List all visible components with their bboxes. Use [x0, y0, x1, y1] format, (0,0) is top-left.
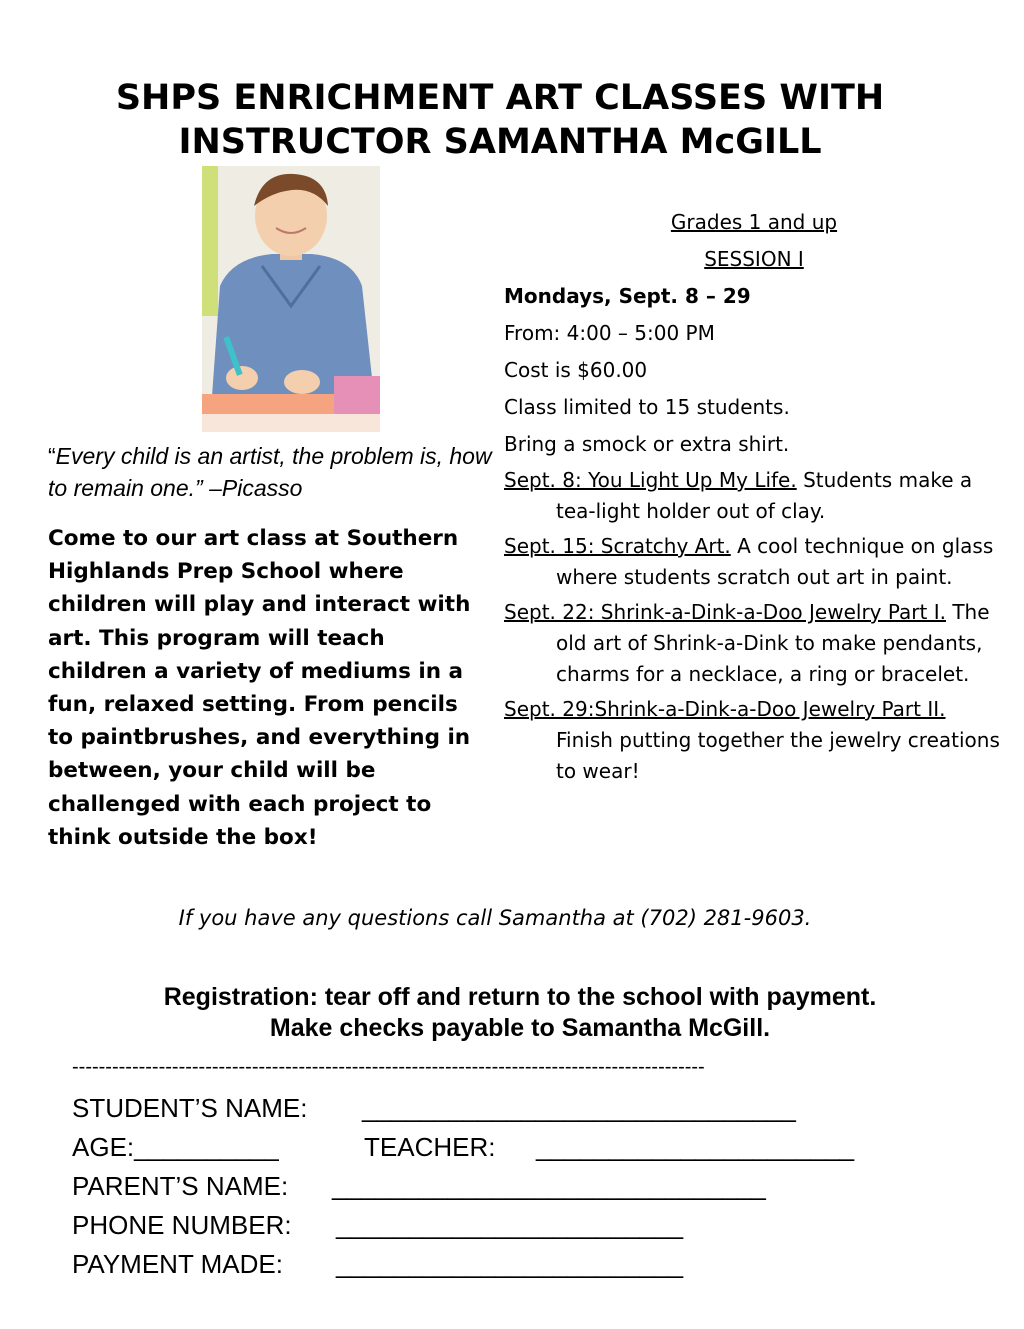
quote-text: Every child is an artist, the problem is, how to remain one.” –Picasso — [48, 443, 492, 501]
class-entry-desc: The old art of Shrink-a-Dink to make pendants, charms for a necklace, a ring or bracelet. — [556, 600, 990, 686]
session-limit: Class limited to 15 students. — [504, 395, 790, 419]
class-entry-desc: A cool technique on glass where students scratch out art in paint. — [556, 534, 994, 589]
quote-open-mark: “ — [48, 443, 56, 469]
class-entry — [504, 531, 1004, 593]
title-line-2: INSTRUCTOR SAMANTHA McGILL — [178, 122, 822, 162]
registration-form — [72, 1089, 972, 1284]
class-entry — [504, 597, 1004, 690]
picasso-quote — [48, 440, 498, 504]
form-row-phone — [72, 1206, 972, 1245]
child-painting-photo — [202, 166, 380, 432]
class-entry — [504, 465, 1004, 527]
form-row-parent — [72, 1167, 972, 1206]
class-entry-title: Sept. 22: Shrink-a-Dink-a-Doo Jewelry Part I. — [504, 600, 946, 624]
parent-name-label: PARENT’S NAME: — [72, 1171, 289, 1201]
session-heading: SESSION I — [704, 247, 804, 271]
form-row-student — [72, 1089, 972, 1128]
class-entry-desc: Students make a tea-light holder out of clay. — [556, 468, 973, 523]
class-entry — [504, 694, 1004, 787]
teacher-label: TEACHER: — [364, 1132, 496, 1162]
payment-made-label: PAYMENT MADE: — [72, 1249, 283, 1279]
registration-instructions — [40, 982, 1000, 1044]
phone-number-label: PHONE NUMBER: — [72, 1210, 292, 1240]
session-details — [504, 204, 1004, 791]
parent-name-field[interactable]: ______________________________ — [332, 1171, 766, 1201]
student-name-field[interactable]: ______________________________ — [362, 1093, 796, 1123]
session-time: From: 4:00 – 5:00 PM — [504, 321, 715, 345]
tear-off-line: ----------------------------------------------------------------------------------------------- — [72, 1056, 705, 1078]
registration-line-1: Registration: tear off and return to the school with payment. — [163, 983, 877, 1011]
student-name-label: STUDENT’S NAME: — [72, 1093, 308, 1123]
registration-line-2: Make checks payable to Samantha McGill. — [269, 1014, 771, 1042]
contact-line: If you have any questions call Samantha at (702) 281-9603. — [178, 906, 812, 930]
payment-made-field[interactable]: ________________________ — [336, 1249, 684, 1279]
child-painting-illustration — [202, 166, 380, 432]
class-entry-title: Sept. 8: You Light Up My Life. — [504, 468, 797, 492]
session-bring: Bring a smock or extra shirt. — [504, 432, 790, 456]
form-row-payment — [72, 1245, 972, 1284]
class-entry-title: Sept. 15: Scratchy Art. — [504, 534, 731, 558]
page-title — [60, 76, 940, 164]
phone-number-field[interactable]: ________________________ — [336, 1210, 684, 1240]
grades-heading: Grades 1 and up — [670, 210, 838, 234]
title-line-1: SHPS ENRICHMENT ART CLASSES WITH — [115, 78, 885, 118]
session-days: Mondays, Sept. 8 – 29 — [504, 284, 751, 308]
class-entry-title: Sept. 29:Shrink-a-Dink-a-Doo Jewelry Part II. — [504, 697, 946, 721]
class-entry-desc: Finish putting together the jewelry creations to wear! — [556, 728, 1000, 783]
intro-paragraph: Come to our art class at Southern Highlands Prep School where children will play and interact with art. This program will teach children a variety of mediums in a fun, relaxed setting. From pencils to paintbrushes, and everything in between, your child will be challenged with each project to think outside the box! — [48, 526, 471, 850]
form-row-age-teacher — [72, 1128, 972, 1167]
teacher-field[interactable]: ______________________ — [536, 1132, 855, 1162]
age-field[interactable]: AGE:__________ — [72, 1132, 279, 1162]
session-cost: Cost is $60.00 — [504, 358, 648, 382]
